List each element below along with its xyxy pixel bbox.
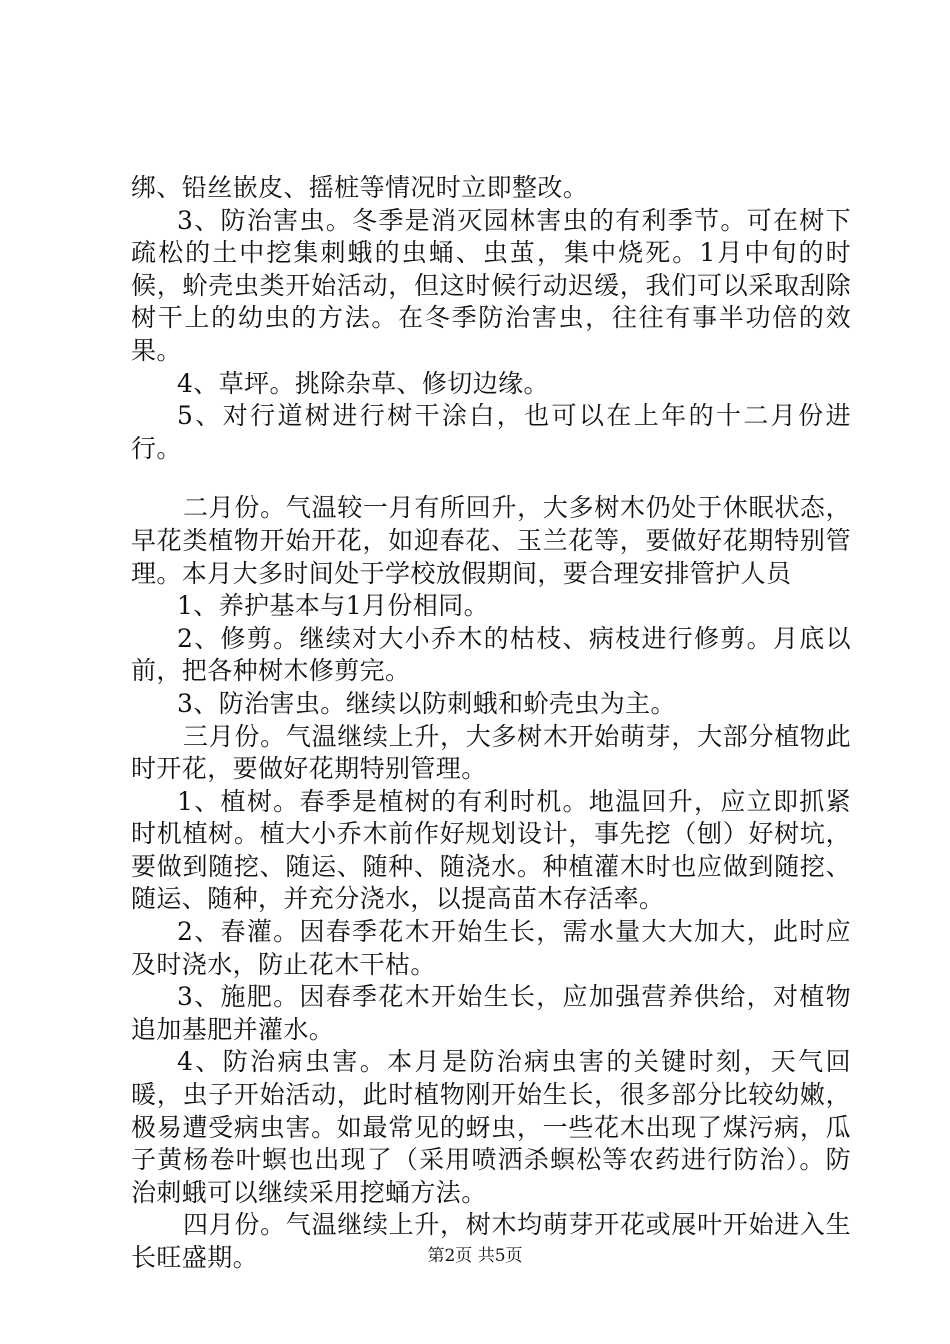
paragraph-march-pest: 4、防治病虫害。本月是防治病虫害的关键时刻，天气回暖，虫子开始活动，此时植物刚开始生长，很多部分比较幼嫩，极易遭受病虫害。如最常见的蚜虫，一些花木出现了煤污病，瓜子黄杨卷叶螟也出现了（采用喷洒杀螟松等农药进行防治）。防治刺蛾可以继续采用挖蛹方法。 [131,1047,851,1207]
page-number-footer: 第2页 共5页 [427,1246,523,1266]
document-body [131,172,851,1275]
paragraph-march-fertilizing: 3、施肥。因春季花木开始生长，应加强营养供给，对植物追加基肥并灌水。 [131,982,851,1044]
paragraph-feb-maintenance: 1、养护基本与1月份相同。 [177,591,490,621]
paragraph-march: 三月份。气温继续上升，大多树木开始萌芽，大部分植物此时开花，要做好花期特别管理。 [131,721,851,784]
paragraph-whitewash: 5、对行道树进行树干涂白，也可以在上年的十二月份进行。 [131,401,851,463]
paragraph-march-irrigation: 2、春灌。因春季花木开始生长，需水量大大加大，此时应及时浇水，防止花木干枯。 [131,917,851,979]
paragraph-march-planting: 1、植树。春季是植树的有利时机。地温回升，应立即抓紧时机植树。植大小乔木前作好规划设计，事先挖（刨）好树坑，要做到随挖、随运、随种、随浇水。种植灌木时也应做到随挖、随运、随种，并充分浇水，以提高苗木存活率。 [131,786,851,914]
paragraph-pest-control-winter: 3、防治害虫。冬季是消灭园林害虫的有利季节。可在树下疏松的土中挖集刺蛾的虫蛹、虫茧，集中烧死。1月中旬的时候，蚧壳虫类开始活动，但这时候行动迟缓，我们可以采取刮除树干上的幼虫的方法。在冬季防治害虫，往往有事半功倍的效果。 [131,205,851,365]
paragraph-continuation: 绑、铅丝嵌皮、摇桩等情况时立即整改。 [131,173,589,202]
paragraph-february: 二月份。气温较一月有所回升，大多树木仍处于休眠状态，早花类植物开始开花，如迎春花、玉兰花等，要做好花期特别管理。本月大多时间处于学校放假期间，要合理安排管护人员 [131,493,851,588]
paragraph-feb-pest: 3、防治害虫。继续以防刺蛾和蚧壳虫为主。 [177,688,676,718]
paragraph-feb-pruning: 2、修剪。继续对大小乔木的枯枝、病枝进行修剪。月底以前，把各种树木修剪完。 [131,623,851,686]
paragraph-april: 四月份。气温继续上升，树木均萌芽开花或展叶开始进入生长旺盛期。 [131,1210,851,1272]
paragraph-lawn: 4、草坪。挑除杂草、修切边缘。 [177,368,549,398]
